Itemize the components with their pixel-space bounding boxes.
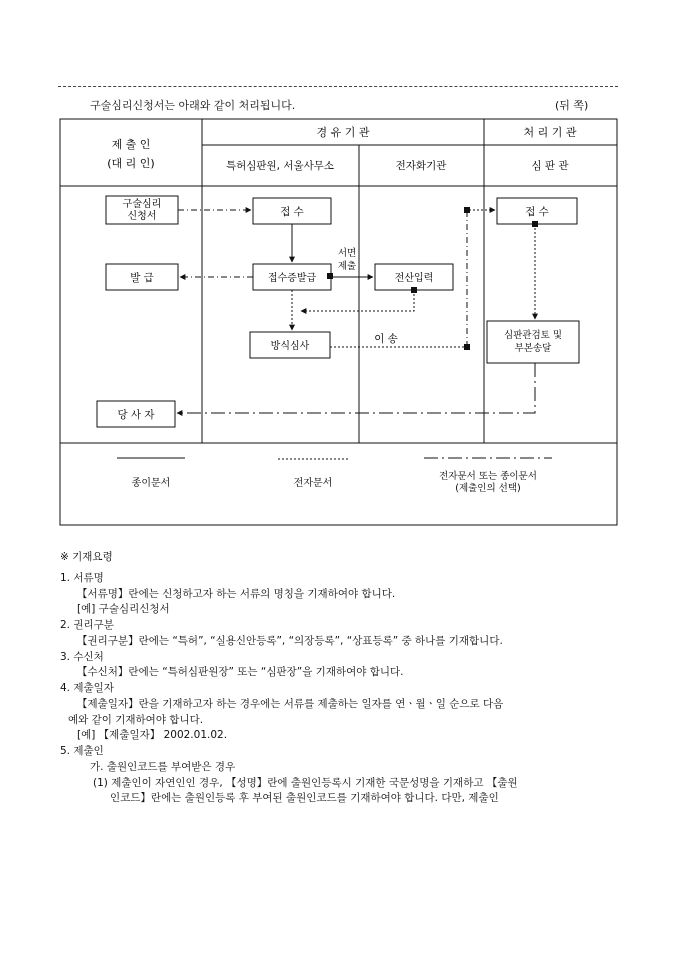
- section-4-title: 4. 제출일자: [60, 682, 114, 694]
- party-label: 당 사 자: [117, 409, 155, 421]
- section-1-body: 【서류명】란에는 신청하고자 하는 서류의 명칭을 기재하여야 합니다.: [77, 587, 396, 600]
- section-3-body: 【수신처】란에는 “특허심판원장” 또는 “심판장”을 기재하여야 합니다.: [77, 666, 404, 679]
- legend-electronic-label: 전자문서: [293, 478, 333, 489]
- request-box-label-1: 구술심리: [122, 199, 162, 210]
- section-5-item-1-line-2: 인코드】란에는 출원인등록 후 부여된 출원인코드를 기재하여야 합니다. 다만, 제출인: [110, 792, 499, 805]
- receipt-judge-label: 접 수: [525, 206, 549, 218]
- paper-submit-label-2: 제출: [337, 261, 357, 272]
- issue-label: 발 급: [130, 272, 154, 284]
- legend-either-label-2: (제출인의 선택): [455, 483, 521, 494]
- section-2-title: 2. 권리구분: [60, 619, 114, 631]
- back-side-label: (뒤 쪽): [555, 99, 589, 112]
- legend-paper-label: 종이문서: [131, 478, 171, 489]
- section-1-title: 1. 서류명: [60, 571, 104, 584]
- section-5-title: 5. 제출인: [60, 745, 104, 757]
- section-4-example: [예] 【제출일자】 2002.01.02.: [77, 729, 228, 742]
- request-box-label-2: 신청서: [127, 211, 157, 222]
- sub-patent-office-label: 특허심판원, 서울사무소: [225, 160, 335, 172]
- section-4-body-line-2: 예와 같이 기재하여야 합니다.: [68, 713, 204, 726]
- section-3-title: 3. 수신처: [60, 650, 104, 663]
- receipt-via-label: 접 수: [280, 206, 304, 218]
- guide-note: ※ 기재요령: [60, 551, 113, 563]
- col-processing-label: 처 리 기 관: [523, 126, 577, 139]
- writing-guide: [60, 550, 630, 807]
- data-entry-label: 전산입력: [394, 273, 434, 284]
- section-5-item-1-line-1: (1) 제출인이 자연인인 경우, 【성명】란에 출원인등록시 기재한 국문성명을 기재하고 【출원: [93, 776, 518, 789]
- review-label-1: 심판관검토 및: [503, 330, 563, 341]
- section-2-body: 【권리구분】란에는 “특허”, “실용신안등록”, “의장등록”, “상표등록” 중 하나를 기재합니다.: [77, 634, 503, 647]
- col-via-label: 경 유 기 관: [316, 126, 370, 139]
- sub-digitization-label: 전자화기관: [395, 160, 447, 172]
- review-label-2: 부본송달: [514, 343, 552, 354]
- receipt-cert-label: 접수증발급: [267, 273, 317, 284]
- section-1-example: [예] 구술심리신청서: [77, 603, 170, 616]
- section-5-sub-a: 가. 출원인코드를 부여받은 경우: [90, 760, 236, 773]
- review-box: [487, 321, 579, 363]
- transfer-label: 이 송: [374, 333, 398, 345]
- section-4-body-line-1: 【제출일자】란을 기재하고자 하는 경우에는 서류를 제출하는 일자를 연ㆍ월ㆍ일 순으로 다음: [77, 697, 504, 710]
- sub-judge-label: 심 판 관: [531, 160, 569, 172]
- paper-submit-label-1: 서면: [337, 248, 357, 259]
- col-submitter-sublabel: (대 리 인): [107, 157, 155, 170]
- format-review-label: 방식심사: [270, 341, 310, 352]
- col-submitter-label: 제 출 인: [111, 138, 151, 151]
- intro-text: 구술심리신청서는 아래와 같이 처리됩니다.: [90, 99, 296, 112]
- legend-either-label-1: 전자문서 또는 종이문서: [439, 471, 537, 482]
